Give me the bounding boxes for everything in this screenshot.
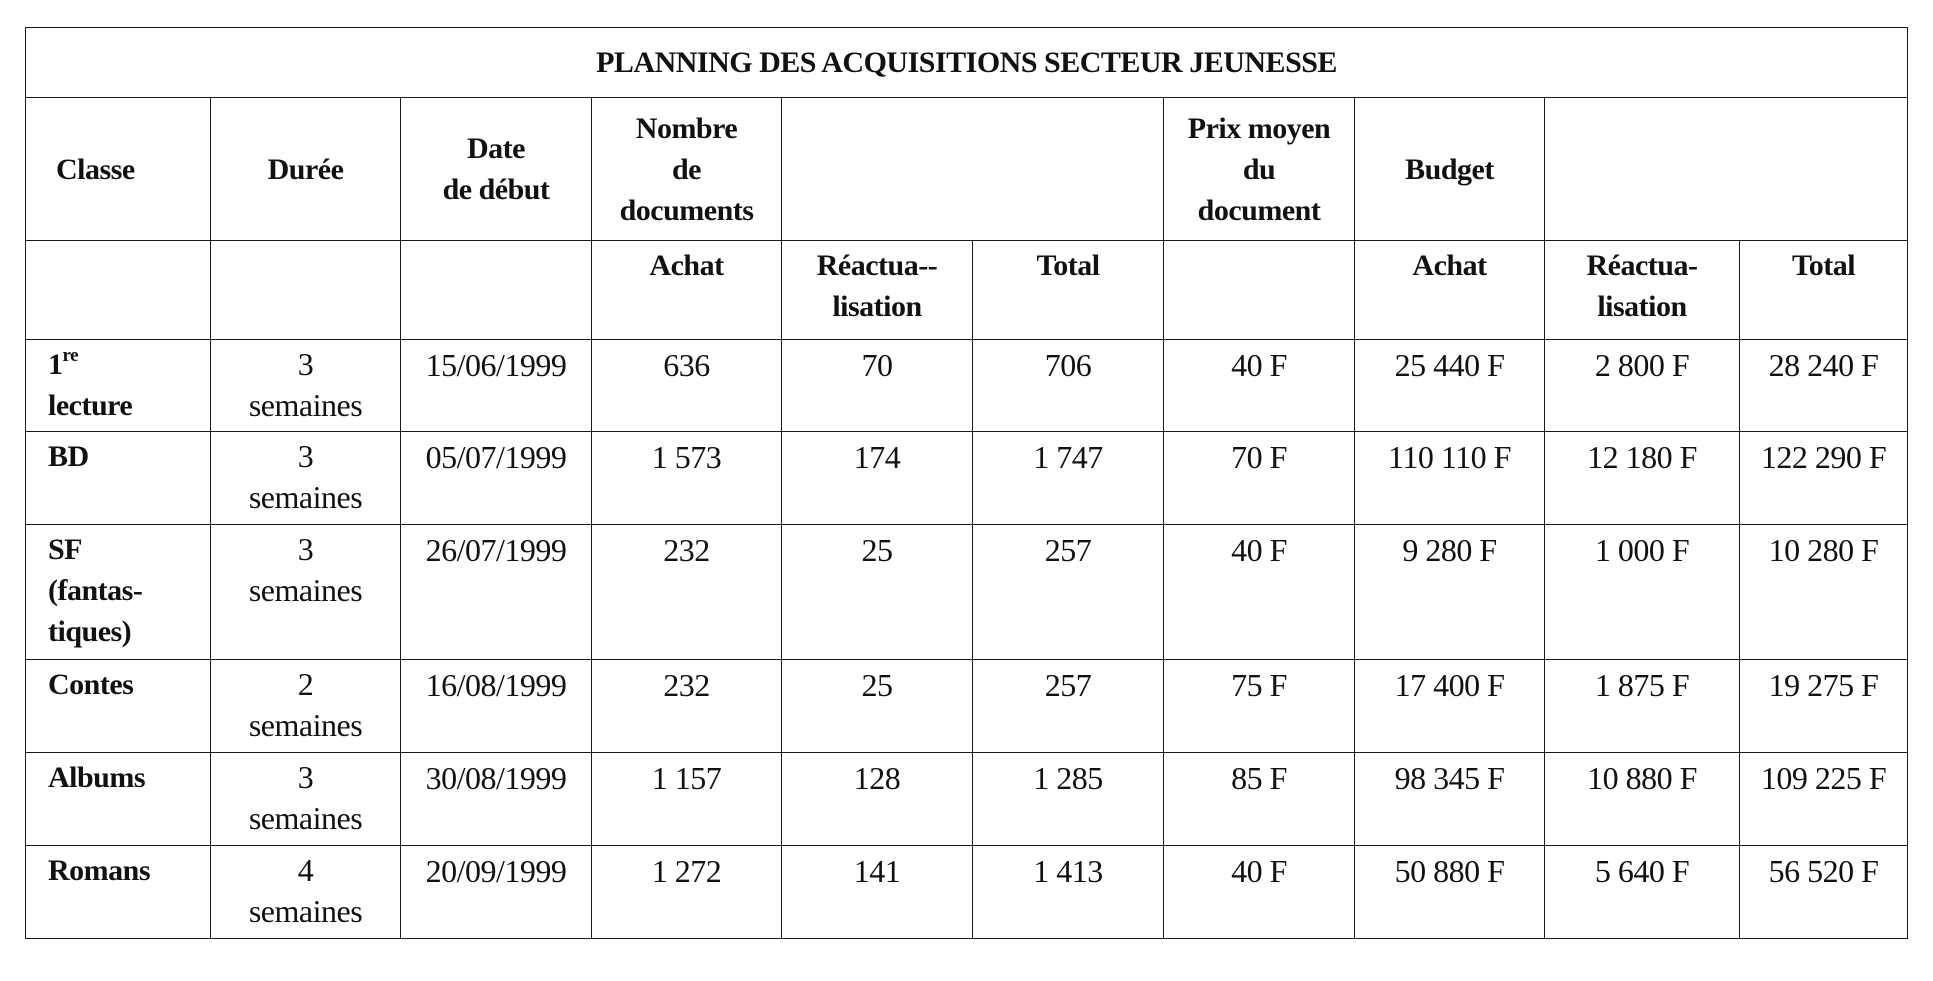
cell-total: 1 285 <box>973 753 1164 846</box>
table-row <box>26 432 1908 525</box>
cell-achat: 232 <box>592 660 782 753</box>
cell-reactualisation: 25 <box>782 660 973 753</box>
cell-budget-reactualisation: 12 180 F <box>1545 432 1740 525</box>
cell-duree: 4 semaines <box>211 846 401 939</box>
header-empty-budget <box>1545 98 1908 241</box>
subheader-doc-total: Total <box>973 241 1164 340</box>
cell-classe: SF (fantas- tiques) <box>26 525 211 660</box>
cell-duree: 2 semaines <box>211 660 401 753</box>
cell-duree: 3 semaines <box>211 525 401 660</box>
cell-prix: 40 F <box>1164 525 1355 660</box>
cell-budget-reactualisation: 1 875 F <box>1545 660 1740 753</box>
classe-ordinal-suffix: re <box>62 345 79 366</box>
cell-total: 1 747 <box>973 432 1164 525</box>
cell-reactualisation: 25 <box>782 525 973 660</box>
cell-budget-achat: 17 400 F <box>1355 660 1545 753</box>
subheader-empty-prix <box>1164 241 1355 340</box>
cell-budget-total: 109 225 F <box>1740 753 1908 846</box>
title-row <box>26 28 1908 98</box>
subheader-budget-achat: Achat <box>1355 241 1545 340</box>
cell-budget-achat: 110 110 F <box>1355 432 1545 525</box>
cell-classe: Contes <box>26 660 211 753</box>
cell-budget-achat: 98 345 F <box>1355 753 1545 846</box>
header-row-primary <box>26 98 1908 241</box>
cell-reactualisation: 70 <box>782 340 973 432</box>
subheader-empty-classe <box>26 241 211 340</box>
header-empty-documents <box>782 98 1164 241</box>
cell-achat: 1 272 <box>592 846 782 939</box>
cell-budget-total: 19 275 F <box>1740 660 1908 753</box>
header-prix-moyen: Prix moyen du document <box>1164 98 1355 241</box>
cell-date: 16/08/1999 <box>401 660 592 753</box>
header-duree: Durée <box>211 98 401 241</box>
cell-duree: 3 semaines <box>211 753 401 846</box>
cell-total: 257 <box>973 525 1164 660</box>
table-row <box>26 753 1908 846</box>
cell-prix: 40 F <box>1164 846 1355 939</box>
cell-total: 706 <box>973 340 1164 432</box>
table-row <box>26 660 1908 753</box>
table-row <box>26 846 1908 939</box>
cell-date: 15/06/1999 <box>401 340 592 432</box>
cell-reactualisation: 174 <box>782 432 973 525</box>
cell-achat: 636 <box>592 340 782 432</box>
cell-budget-reactualisation: 5 640 F <box>1545 846 1740 939</box>
acquisitions-planning-sheet <box>25 27 1907 939</box>
cell-achat: 1 573 <box>592 432 782 525</box>
cell-budget-total: 28 240 F <box>1740 340 1908 432</box>
cell-budget-achat: 50 880 F <box>1355 846 1545 939</box>
cell-budget-reactualisation: 10 880 F <box>1545 753 1740 846</box>
cell-total: 1 413 <box>973 846 1164 939</box>
cell-reactualisation: 141 <box>782 846 973 939</box>
cell-prix: 85 F <box>1164 753 1355 846</box>
cell-classe: BD <box>26 432 211 525</box>
subheader-budget-total: Total <box>1740 241 1908 340</box>
header-nombre-documents: Nombre de documents <box>592 98 782 241</box>
cell-achat: 1 157 <box>592 753 782 846</box>
table-row <box>26 340 1908 432</box>
cell-prix: 75 F <box>1164 660 1355 753</box>
header-classe: Classe <box>26 98 211 241</box>
cell-total: 257 <box>973 660 1164 753</box>
subheader-budget-reactualisation: Réactua- lisation <box>1545 241 1740 340</box>
cell-budget-reactualisation: 2 800 F <box>1545 340 1740 432</box>
table-title: PLANNING DES ACQUISITIONS SECTEUR JEUNESSE <box>26 28 1908 98</box>
subheader-doc-achat: Achat <box>592 241 782 340</box>
header-budget: Budget <box>1355 98 1545 241</box>
cell-budget-achat: 9 280 F <box>1355 525 1545 660</box>
subheader-empty-duree <box>211 241 401 340</box>
cell-date: 20/09/1999 <box>401 846 592 939</box>
cell-duree: 3 semaines <box>211 340 401 432</box>
cell-budget-achat: 25 440 F <box>1355 340 1545 432</box>
classe-word: lecture <box>48 389 133 422</box>
cell-prix: 40 F <box>1164 340 1355 432</box>
cell-achat: 232 <box>592 525 782 660</box>
cell-budget-total: 56 520 F <box>1740 846 1908 939</box>
header-row-secondary <box>26 241 1908 340</box>
table-row <box>26 525 1908 660</box>
cell-classe: Albums <box>26 753 211 846</box>
cell-classe <box>26 340 211 432</box>
cell-date: 05/07/1999 <box>401 432 592 525</box>
cell-date: 30/08/1999 <box>401 753 592 846</box>
subheader-empty-date <box>401 241 592 340</box>
header-date-debut: Date de début <box>401 98 592 241</box>
acquisitions-table <box>25 27 1908 939</box>
cell-duree: 3 semaines <box>211 432 401 525</box>
cell-budget-total: 122 290 F <box>1740 432 1908 525</box>
classe-number: 1 <box>48 348 63 381</box>
cell-date: 26/07/1999 <box>401 525 592 660</box>
cell-budget-reactualisation: 1 000 F <box>1545 525 1740 660</box>
subheader-doc-reactualisation: Réactua-- lisation <box>782 241 973 340</box>
cell-prix: 70 F <box>1164 432 1355 525</box>
cell-budget-total: 10 280 F <box>1740 525 1908 660</box>
cell-classe: Romans <box>26 846 211 939</box>
cell-reactualisation: 128 <box>782 753 973 846</box>
